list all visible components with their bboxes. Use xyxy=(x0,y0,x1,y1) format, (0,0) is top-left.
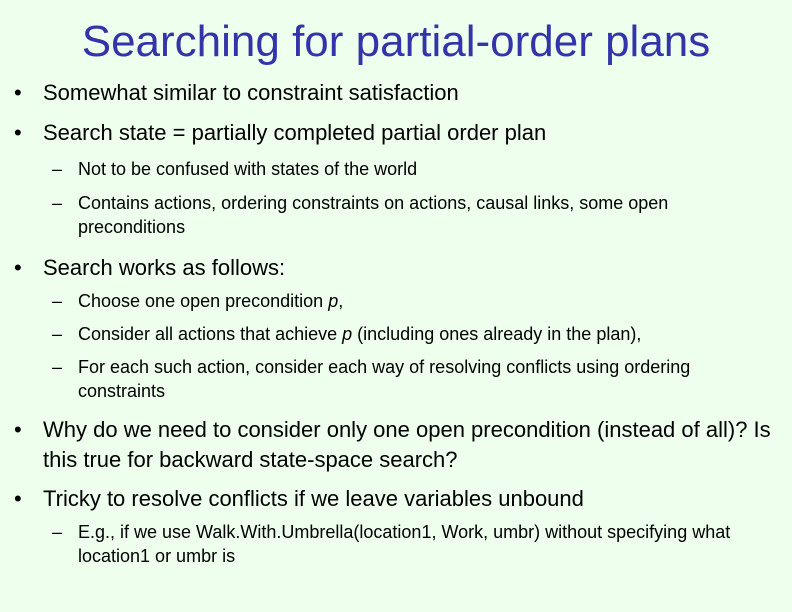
bullet-text: Somewhat similar to constraint satisfaction xyxy=(43,80,459,105)
text-segment: (including ones already in the plan), xyxy=(352,324,642,344)
sub-bullet-text: For each such action, consider each way of resolving conflicts using ordering constraints xyxy=(78,357,691,401)
sub-bullet-item xyxy=(52,520,777,568)
sub-bullet-item xyxy=(52,322,777,346)
text-segment: Choose one open precondition xyxy=(78,291,329,311)
sub-bullet-text xyxy=(78,322,777,346)
dash-marker: – xyxy=(52,291,63,311)
bullet-text: Why do we need to consider only one open precondition (instead of all)? Is this true for backward state-space search? xyxy=(43,417,771,472)
bullet-text: Search state = partially completed partial order plan xyxy=(43,120,547,145)
sub-bullet-item xyxy=(52,157,777,181)
bullet-item xyxy=(14,415,774,475)
bullet-dot: • xyxy=(14,80,22,105)
bullet-dot: • xyxy=(14,417,22,442)
sub-bullet-text: Contains actions, ordering constraints on actions, causal links, some open preconditions xyxy=(78,193,669,237)
variable-p: p xyxy=(328,291,339,311)
bullet-item xyxy=(14,253,774,283)
dash-marker: – xyxy=(52,357,63,377)
sub-bullet-text: Not to be confused with states of the world xyxy=(78,159,418,179)
dash-marker: – xyxy=(52,522,63,542)
bullet-dot: • xyxy=(14,486,22,511)
bullet-dot: • xyxy=(14,255,22,280)
dash-marker: – xyxy=(52,159,63,179)
variable-p: p xyxy=(342,324,353,344)
bullet-item xyxy=(14,78,774,108)
sub-bullet-item xyxy=(52,355,777,403)
slide-title: Searching for partial-order plans xyxy=(81,17,711,66)
bullet-text: Tricky to resolve conflicts if we leave variables unbound xyxy=(43,486,584,511)
dash-marker: – xyxy=(52,193,63,213)
bullet-item xyxy=(14,484,774,514)
dash-marker: – xyxy=(52,324,63,344)
bullet-text: Search works as follows: xyxy=(43,255,286,280)
sub-bullet-text: E.g., if we use Walk.With.Umbrella(location1, Work, umbr) without specifying what location1 or umbr is xyxy=(78,522,731,566)
sub-bullet-item xyxy=(52,191,777,239)
bullet-dot: • xyxy=(14,120,22,145)
text-segment: , xyxy=(338,291,344,311)
sub-bullet-item xyxy=(52,289,777,313)
sub-bullet-text xyxy=(78,289,777,313)
bullet-item xyxy=(14,118,774,148)
text-segment: Consider all actions that achieve xyxy=(78,324,343,344)
